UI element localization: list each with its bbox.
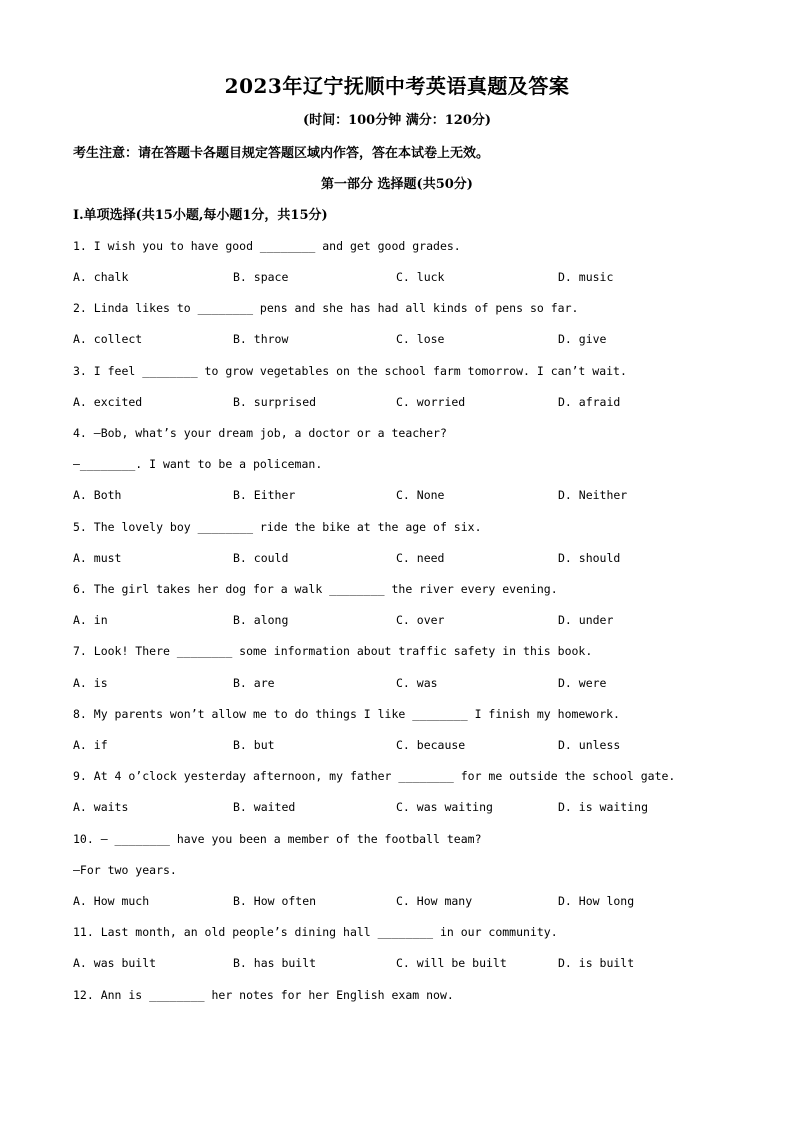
option-c: C. need bbox=[396, 551, 445, 565]
option-b: B. are bbox=[233, 676, 275, 690]
option-d: D. music bbox=[558, 270, 614, 284]
question-stem: 10. — ________ have you been a member of the football team? bbox=[73, 832, 482, 846]
question-reply: —For two years. bbox=[73, 863, 177, 877]
option-a: A. How much bbox=[73, 894, 150, 908]
option-d: D. is waiting bbox=[558, 800, 649, 814]
question-options bbox=[73, 954, 733, 972]
option-c: C. was bbox=[396, 676, 438, 690]
question-options bbox=[73, 674, 733, 692]
question-options bbox=[73, 393, 733, 411]
question-stem: 1. I wish you to have good ________ and get good grades. bbox=[73, 239, 461, 253]
question-options bbox=[73, 330, 733, 348]
option-b: B. How often bbox=[233, 894, 317, 908]
option-a: A. in bbox=[73, 613, 108, 627]
exam-subtitle: (时间：100分钟 满分：120分) bbox=[302, 113, 492, 128]
option-b: B. surprised bbox=[233, 395, 317, 409]
question-stem: 5. The lovely boy ________ ride the bike at the age of six. bbox=[73, 520, 482, 534]
question-options bbox=[73, 268, 733, 286]
option-a: A. is bbox=[73, 676, 108, 690]
option-d: D. should bbox=[558, 551, 621, 565]
question-reply: —________. I want to be a policeman. bbox=[73, 457, 323, 471]
option-d: D. afraid bbox=[558, 395, 621, 409]
question-options bbox=[73, 736, 733, 754]
option-b: B. Either bbox=[233, 488, 296, 502]
option-a: A. excited bbox=[73, 395, 143, 409]
option-a: A. if bbox=[73, 738, 108, 752]
option-a: A. must bbox=[73, 551, 122, 565]
option-b: B. along bbox=[233, 613, 289, 627]
option-d: D. Neither bbox=[558, 488, 628, 502]
option-a: A. chalk bbox=[73, 270, 129, 284]
option-c: C. None bbox=[396, 488, 445, 502]
question-stem: 3. I feel ________ to grow vegetables on the school farm tomorrow. I can’t wait. bbox=[73, 364, 627, 378]
option-b: B. could bbox=[233, 551, 289, 565]
option-d: D. were bbox=[558, 676, 607, 690]
option-c: C. lose bbox=[396, 332, 445, 346]
part-heading: 第一部分 选择题(共50分) bbox=[321, 177, 473, 192]
question-stem: 6. The girl takes her dog for a walk ________ the river every evening. bbox=[73, 582, 558, 596]
option-a: A. was built bbox=[73, 956, 157, 970]
option-b: B. has built bbox=[233, 956, 317, 970]
option-b: B. throw bbox=[233, 332, 289, 346]
option-b: B. space bbox=[233, 270, 289, 284]
option-d: D. give bbox=[558, 332, 607, 346]
option-d: D. How long bbox=[558, 894, 635, 908]
option-d: D. under bbox=[558, 613, 614, 627]
option-c: C. How many bbox=[396, 894, 473, 908]
question-options bbox=[73, 611, 733, 629]
option-a: A. waits bbox=[73, 800, 129, 814]
question-options bbox=[73, 798, 733, 816]
option-a: A. collect bbox=[73, 332, 143, 346]
option-c: C. over bbox=[396, 613, 445, 627]
question-stem: 7. Look! There ________ some information about traffic safety in this book. bbox=[73, 644, 593, 658]
option-b: B. but bbox=[233, 738, 275, 752]
option-d: D. unless bbox=[558, 738, 621, 752]
exam-title: 2023年辽宁抚顺中考英语真题及答案 bbox=[224, 74, 570, 98]
question-options bbox=[73, 549, 733, 567]
option-c: C. luck bbox=[396, 270, 445, 284]
question-stem: 2. Linda likes to ________ pens and she has had all kinds of pens so far. bbox=[73, 301, 579, 315]
question-options bbox=[73, 892, 733, 910]
option-c: C. because bbox=[396, 738, 466, 752]
option-c: C. will be built bbox=[396, 956, 507, 970]
question-stem: 8. My parents won’t allow me to do things I like ________ I finish my homework. bbox=[73, 707, 620, 721]
section-heading: Ⅰ.单项选择(共15小题,每小题1分，共15分) bbox=[73, 208, 328, 223]
question-options bbox=[73, 486, 733, 504]
question-stem: 12. Ann is ________ her notes for her English exam now. bbox=[73, 988, 454, 1002]
question-stem: 9. At 4 o’clock yesterday afternoon, my father ________ for me outside the school gate. bbox=[73, 769, 676, 783]
option-d: D. is built bbox=[558, 956, 635, 970]
exam-notice: 考生注意：请在答题卡各题目规定答题区域内作答，答在本试卷上无效。 bbox=[73, 146, 490, 161]
option-c: C. was waiting bbox=[396, 800, 493, 814]
option-a: A. Both bbox=[73, 488, 122, 502]
question-stem: 4. —Bob, what’s your dream job, a doctor or a teacher? bbox=[73, 426, 447, 440]
option-b: B. waited bbox=[233, 800, 296, 814]
question-stem: 11. Last month, an old people’s dining hall ________ in our community. bbox=[73, 925, 558, 939]
option-c: C. worried bbox=[396, 395, 466, 409]
